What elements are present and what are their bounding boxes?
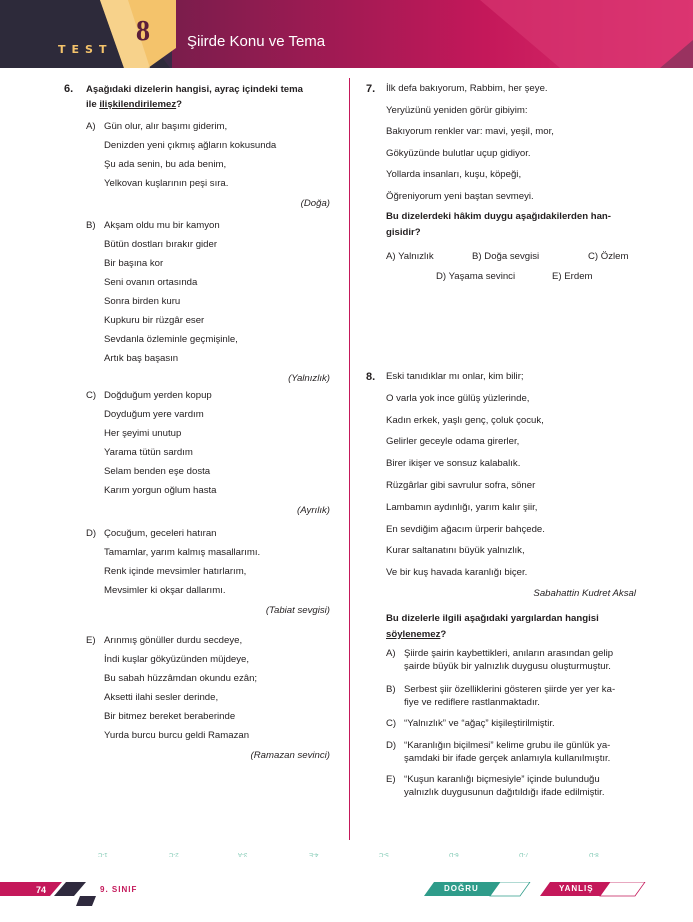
poem-line: Rüzgârlar gibi savrulur sofra, söner (386, 480, 536, 491)
answer-2: 2-C (169, 851, 179, 857)
option-letter[interactable]: C) (386, 718, 397, 729)
choice-b[interactable]: B) Doğa sevgisi (472, 251, 540, 262)
option-letter[interactable]: E) (386, 774, 396, 785)
option-line: İndi kuşlar gökyüzünden müjdeye, (104, 654, 250, 665)
option-line: Yurda burcu burcu geldi Ramazan (104, 730, 250, 741)
option-letter[interactable]: C) (86, 390, 97, 401)
option-theme: (Ayrılık) (297, 505, 330, 516)
option-theme: (Ramazan sevinci) (250, 750, 330, 761)
answer-3: 3-A (238, 851, 248, 857)
option-line: Yelkovan kuşlarının peşi sıra. (104, 178, 229, 189)
option-line: Şu ada senin, bu ada benim, (104, 159, 227, 170)
option-line: Mevsimler ki okşar dallarımı. (104, 585, 226, 596)
option-line: “Karanlığın biçilmesi” kelime grubu ile günlük ya- (404, 740, 611, 751)
poem-line: Eski tanıdıklar mı onlar, kim bilir; (386, 371, 524, 382)
option-line: Bir bitmez bereket beraberinde (104, 711, 236, 722)
option-line: Renk içinde mevsimler hatırlarım, (104, 566, 247, 577)
correct-label: DOĞRU (444, 884, 479, 893)
answer-7: 7-D (519, 851, 529, 857)
answer-4: 4-E (309, 851, 319, 857)
option-line: Şiirde şairin kaybettikleri, anıların arasından gelip (404, 648, 614, 659)
answer-6: 6-D (449, 851, 459, 857)
question-number: 6. (64, 83, 74, 95)
option-line: Bu sabah hüzzâmdan okundu ezân; (104, 673, 258, 684)
choice-d[interactable]: D) Yaşama sevinci (436, 271, 516, 282)
answer-8: 8-D (589, 851, 599, 857)
page-number: 74 (36, 885, 47, 895)
option-theme: (Tabiat sevgisi) (265, 605, 330, 616)
option-line: Her şeyimi unutup (104, 428, 182, 439)
option-line: Akşam oldu mu bir kamyon (104, 220, 220, 231)
option-line: Seni ovanın ortasında (104, 277, 198, 288)
column-divider (349, 78, 350, 840)
poem-line: Bakıyorum renkler var: mavi, yeşil, mor, (386, 126, 554, 138)
option-line: şairde büyük bir yalnızlık duygusu oluşturmuştur. (404, 661, 611, 672)
poem-line: Yeryüzünü yeniden görür gibiyim: (386, 104, 528, 116)
poem-line: Kadın erkek, yaşlı genç, çoluk çocuk, (386, 414, 544, 426)
option-line: Sevdanla özleminle geçmişinle, (104, 334, 238, 345)
choice-c[interactable]: C) Özlem (588, 251, 629, 262)
option-letter[interactable]: D) (386, 740, 397, 751)
answer-1: 1-C (98, 851, 108, 857)
option-letter[interactable]: A) (386, 648, 396, 659)
option-line: Yarama tütün sardım (104, 447, 193, 458)
option-line: Selam benden eşe dosta (104, 466, 211, 477)
test-label: TEST (58, 43, 113, 56)
poem-line: Lambamın aydınlığı, yarım kalır şiir, (386, 501, 538, 513)
poem-line: Kurar saltanatını büyük yalnızlık, (386, 545, 525, 557)
poem-line: En sevdiğim ağacım ürperir bahçede. (386, 523, 545, 535)
poem-line: O varla yok ince gülüş yüzlerinde, (386, 392, 530, 404)
option-line: Doyduğum yere vardım (104, 409, 204, 420)
option-line: “Kuşun karanlığı biçmesiyle” içinde bulunduğu (404, 774, 600, 785)
option-letter[interactable]: D) (86, 528, 97, 539)
option-line: “Yalnızlık” ve “ağaç” kişileştirilmiştir. (404, 718, 555, 729)
question-text: Aşağıdaki dizelerin hangisi, ayraç içindeki tema ile ilişkilendirilemez? (86, 84, 304, 110)
answer-key (0, 851, 693, 863)
option-theme: (Yalnızlık) (288, 373, 330, 384)
question-number: 7. (366, 83, 376, 95)
option-line: Tamamlar, yarım kalmış masallarımı. (104, 547, 261, 558)
question-text: Bu dizelerdeki hâkim duygu aşağıdakilerden han- gisidir? (386, 211, 611, 238)
option-line: Bütün dostları bırakır gider (104, 239, 218, 250)
option-line: Aksetti ilahi sesler derinde, (104, 692, 219, 703)
option-line: Gün olur, alır başımı giderim, (104, 121, 228, 132)
choice-e[interactable]: E) Erdem (552, 271, 593, 282)
option-letter[interactable]: B) (386, 684, 396, 695)
choice-a[interactable]: A) Yalnızlık (386, 251, 434, 262)
question-number: 8. (366, 371, 376, 383)
poem-line: Gökyüzünde bulutlar uçup gidiyor. (386, 147, 531, 159)
option-line: şamdaki bir ifade gerçek anlamıyla kullanılmıştır. (404, 753, 611, 764)
option-theme: (Doğa) (300, 198, 330, 209)
option-line: Arınmış gönüller durdu secdeye, (104, 635, 243, 646)
option-line: fiye ve rediflere rastlanmaktadır. (404, 697, 540, 708)
option-line: Karım yorgun oğlum hasta (104, 485, 217, 496)
option-letter[interactable]: E) (86, 635, 96, 646)
option-letter[interactable]: A) (86, 121, 96, 132)
poem-line: İlk defa bakıyorum, Rabbim, her şeye. (386, 83, 548, 94)
option-line: Denizden yeni çıkmış ağların kokusunda (104, 140, 277, 151)
poem-line: Öğreniyorum yeni baştan sevmeyi. (386, 191, 534, 202)
poem-line: Yollarda insanları, kuşu, köpeği, (386, 169, 522, 181)
option-line: yalnızlık duygusunun dağıtıldığı ifade edilmiştir. (404, 787, 605, 798)
option-line: Serbest şiir özelliklerini gösteren şiirde yer yer ka- (404, 684, 616, 695)
option-line: Doğduğum yerden kopup (104, 390, 212, 401)
option-line: Kupkuru bir rüzgâr eser (104, 315, 205, 326)
option-line: Artık baş başasın (104, 353, 179, 364)
option-line: Bir başına kor (104, 258, 164, 269)
option-letter[interactable]: B) (86, 220, 96, 231)
question-text: Bu dizelerle ilgili aşağıdaki yargılardan hangisi söylenemez? (386, 613, 599, 640)
poem-author: Sabahattin Kudret Aksal (533, 588, 636, 599)
page-title: Şiirde Konu ve Tema (187, 33, 326, 50)
wrong-label: YANLIŞ (559, 884, 594, 893)
option-line: Sonra birden kuru (104, 296, 181, 307)
answer-5: 5-C (379, 851, 389, 857)
poem-line: Birer ikişer ve sonsuz kalabalık. (386, 458, 521, 470)
page-header (0, 0, 693, 68)
test-number: 8 (135, 17, 151, 47)
page-footer (0, 882, 693, 922)
poem-line: Ve bir kuş havada karanlığı biçer. (386, 567, 528, 579)
poem-line: Gelirler geceyle odama girerler, (386, 436, 520, 448)
grade-label: 9. SINIF (100, 885, 138, 894)
option-line: Çocuğum, geceleri hatıran (104, 528, 217, 539)
header-banner (0, 0, 693, 68)
